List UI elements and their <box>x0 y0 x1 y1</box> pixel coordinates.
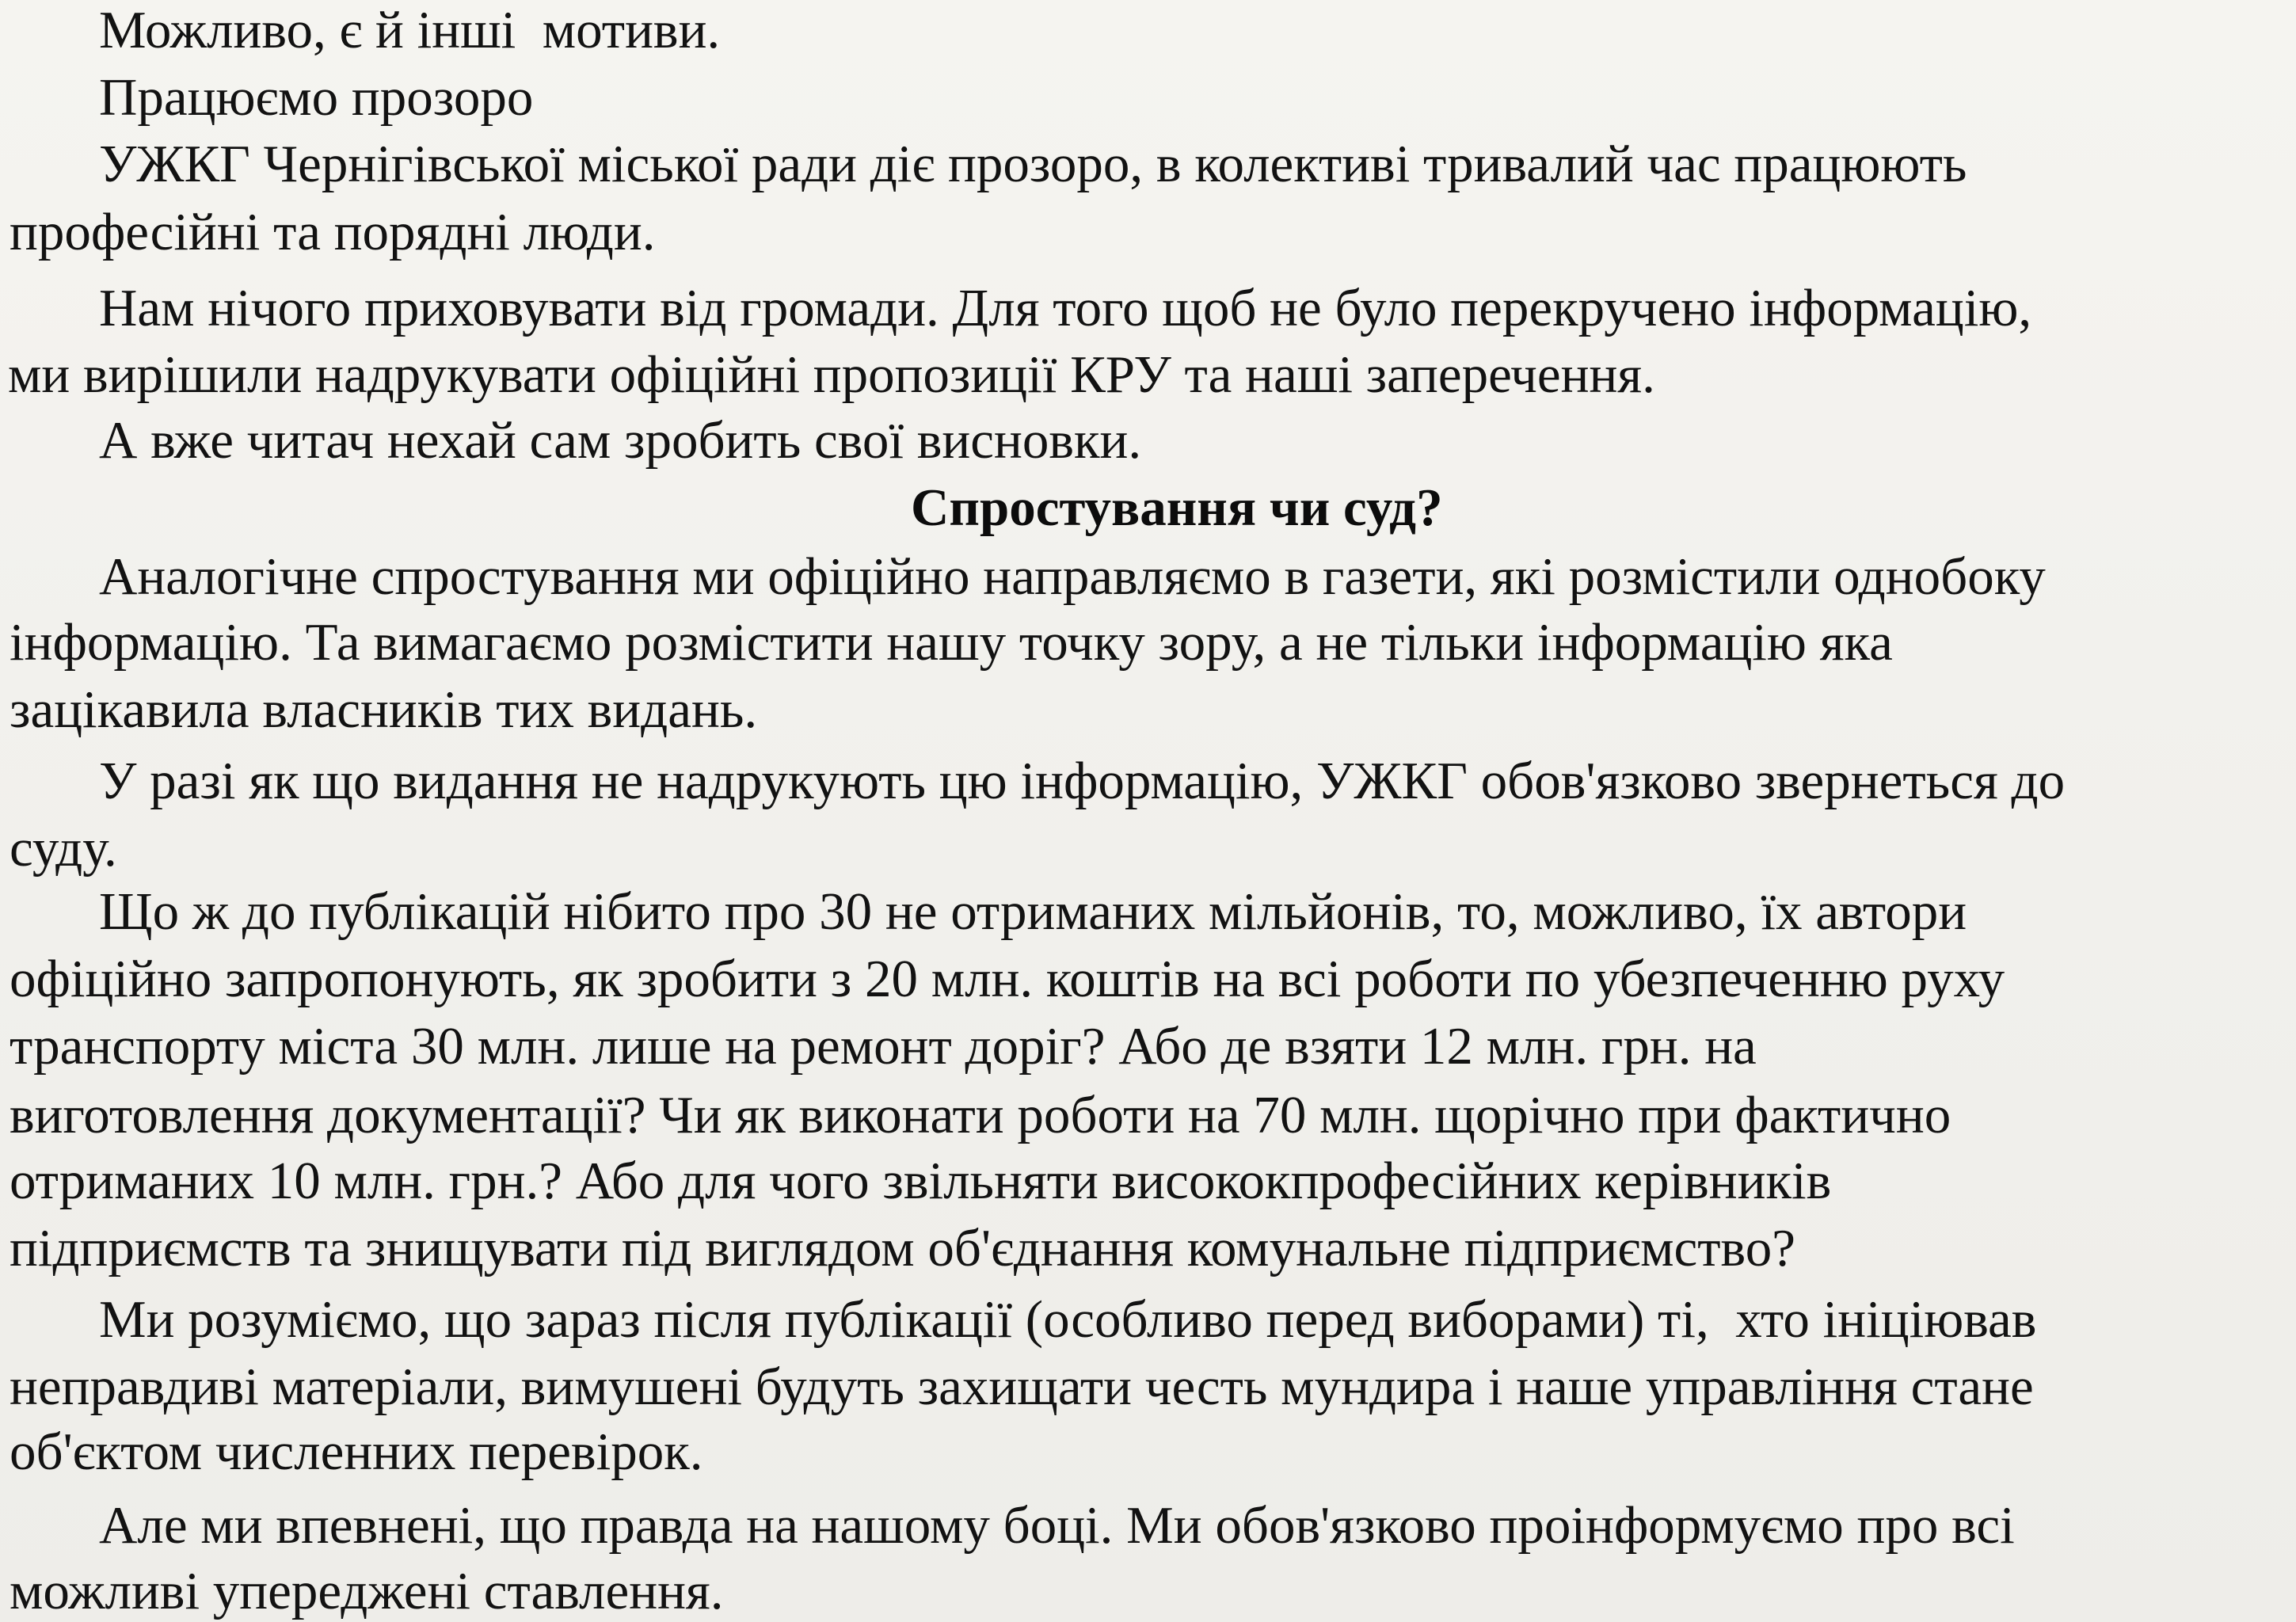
text-line: Ми розуміємо, що зараз після публікації (особливо перед виборами) ті, хто ініціював <box>99 1290 2037 1349</box>
text-line: неправдиві матеріали, вимушені будуть захищати честь мундира і наше управління стане <box>10 1357 2034 1416</box>
text-line: Що ж до публікацій нібито про 30 не отриманих мільйонів, то, можливо, їх автори <box>99 882 1967 941</box>
section-heading: Спростування чи суд? <box>911 478 1443 537</box>
text-line: Аналогічне спростування ми офіційно направляємо в газети, які розмістили однобоку <box>99 547 2046 606</box>
text-line: У разі як що видання не надрукують цю інформацію, УЖКГ обов'язково звернеться до <box>99 752 2066 810</box>
text-line: професійні та порядні люди. <box>10 203 656 261</box>
text-line: А вже читач нехай сам зробить свої висновки. <box>99 411 1142 470</box>
text-line: транспорту міста 30 млн. лише на ремонт доріг? Або де взяти 12 млн. грн. на <box>10 1017 1757 1076</box>
text-line: суду. <box>10 819 117 878</box>
text-line: офіційно запропонують, як зробити з 20 млн. коштів на всі роботи по убезпеченню руху <box>10 950 2005 1008</box>
text-line: отриманих 10 млн. грн.? Або для чого звільняти висококпрофесійних керівників <box>10 1152 1832 1210</box>
text-line: підприємств та знищувати під виглядом об'єднання комунальне підприємство? <box>10 1219 1795 1277</box>
text-line: ми вирішили надрукувати офіційні пропозиції КРУ та наші заперечення. <box>8 345 1655 404</box>
text-line: зацікавила власників тих видань. <box>10 680 758 739</box>
text-line: об'єктом численних перевірок. <box>10 1422 703 1481</box>
text-line: виготовлення документації? Чи як виконати роботи на 70 млн. щорічно при фактично <box>10 1086 1951 1144</box>
text-line: інформацію. Та вимагаємо розмістити нашу точку зору, а не тільки інформацію яка <box>10 613 1893 672</box>
text-line: Але ми впевнені, що правда на нашому боці. Ми обов'язково проінформуємо про всі <box>99 1496 2015 1555</box>
text-line: УЖКГ Чернігівської міської ради діє прозоро, в колективі тривалий час працюють <box>99 135 1967 193</box>
text-line: Можливо, є й інші мотиви. <box>99 1 721 59</box>
text-line: Нам нічого приховувати від громади. Для того щоб не було перекручено інформацію, <box>99 279 2032 337</box>
text-line: можливі упереджені ставлення. <box>10 1562 724 1620</box>
section-line: Працюємо прозоро <box>99 68 534 127</box>
